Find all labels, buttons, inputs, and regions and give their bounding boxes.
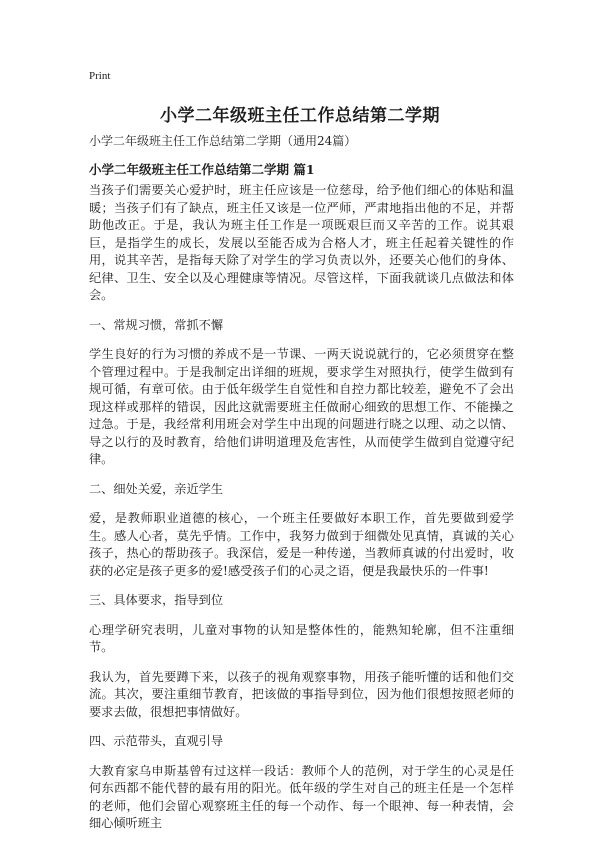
subheading-1: 一、常规习惯，常抓不懈 <box>89 317 224 332</box>
paragraph-3: 心理学研究表明，儿童对事物的认知是整体性的，能熟知轮廓，但不注重细节。 <box>89 622 514 654</box>
document-body <box>89 182 514 845</box>
paragraph-1: 学生良好的行为习惯的养成不是一节课、一两天说说就行的，它必须贯穿在整个管理过程中。于是我制定出详细的班规，要求学生对照执行，使学生做到有规可循，有章可依。由于低年级学生自觉性和自控力都比较差，避免不了会出现这样或那样的错误，因此这就需要班主任做耐心细致的思想工作、不能操之过急。于是，我经常利用班会对学生中出现的问题进行晓之以理、动之以情、导之以行的及时教育，给他们讲明道理及危害性，从而使学生做到自觉遵守纪律。 <box>89 347 514 466</box>
paragraph-4: 我认为，首先要蹲下来，以孩子的视角观察事物，用孩子能听懂的话和他们交流。其次，要注重细节教育，把该做的事指导到位，因为他们很想按照老师的要求去做，很想把事情做好。 <box>89 669 514 719</box>
subtitle: 小学二年级班主任工作总结第二学期（通用24篇） <box>89 134 357 148</box>
paragraph-2: 爱，是教师职业道德的核心，一个班主任要做好本职工作，首先要做到爱学生。感人心者，莫先乎情。工作中，我努力做到于细微处见真情，真诚的关心孩子，热心的帮助孩子。我深信，爱是一种传递，当教师真诚的付出爱时，收获的必定是孩子更多的爱!感受孩子们的心灵之语，便是我最快乐的一件事! <box>89 511 514 578</box>
subheading-2: 二、细处关爱，亲近学生 <box>89 481 224 496</box>
subheading-4: 四、示范带头，直观引导 <box>89 734 224 748</box>
section-heading: 小学二年级班主任工作总结第二学期 篇1 <box>89 162 315 177</box>
subheading-3: 三、具体要求，指导到位 <box>89 593 224 607</box>
print-link[interactable]: Print <box>89 70 111 82</box>
page-title: 小学二年级班主任工作总结第二学期 <box>160 106 440 126</box>
paragraph-intro: 当孩子们需要关心爱护时，班主任应该是一位慈母，给予他们细心的体贴和温暖；当孩子们有了缺点，班主任又该是一位严师，严肃地指出他的不足，并帮助他改正。于是，我认为班主任工作是一项既艰巨而又辛苦的工作。说其艰巨，是指学生的成长，发展以至能否成为合格人才，班主任起着关键性的作用，说其辛苦，是指每天除了对学生的学习负责以外，还要关心他们的身体、纪律、卫生、安全以及心理健康等情况。尽管这样，下面我就谈几点做法和体会。 <box>89 183 514 302</box>
paragraph-5: 大教育家乌申斯基曾有过这样一段话：教师个人的范例，对于学生的心灵是任何东西都不能代替的最有用的阳光。低年级的学生对自己的班主任是一个怎样的老师，他们会留心观察班主任的每一个动作、每一个眼神、每一种表情，会细心倾听班主 <box>89 763 514 830</box>
